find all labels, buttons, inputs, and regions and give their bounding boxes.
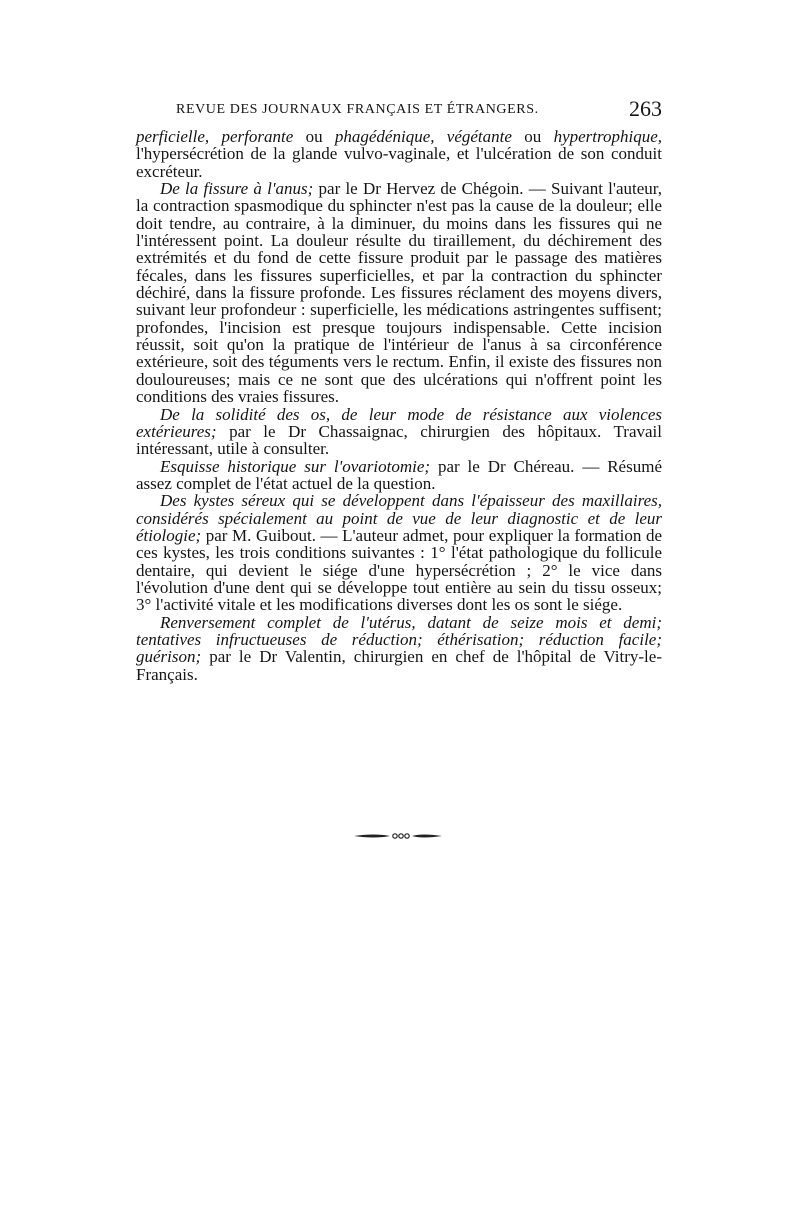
paragraph	[136, 458, 662, 493]
text-run: l'hypersécrétion de la glande vulvo-vaginale, et l'ulcération de son conduit excréteur.	[136, 144, 662, 181]
italic-title: De la fissure à l'anus;	[160, 179, 314, 199]
end-ornament	[352, 831, 444, 841]
paragraph	[136, 406, 662, 458]
paragraph	[136, 128, 662, 180]
italic-title: Esquisse historique sur l'ovariotomie;	[160, 456, 431, 476]
article-body	[136, 128, 662, 683]
running-head: REVUE DES JOURNAUX FRANÇAIS ET ÉTRANGERS.	[176, 102, 539, 117]
text-run: par M. Guibout. — L'auteur admet, pour expliquer la formation de ces kystes, les trois conditions suivantes : 1° l'état pathologique du follicule dentaire, qui devient le siége d'une hypersécrétion ; 2° le vice dans l'évolution d'une dent qui se développe tout entière au sein du tissu osseux; 3° l'activité vitale et les modifications diverses dont les os sont le siége.	[136, 525, 662, 615]
paragraph	[136, 180, 662, 405]
italic-title: De la solidité des os, de leur mode de résistance aux violences extérieures;	[136, 404, 662, 441]
text-run: ou	[293, 127, 335, 146]
italic-title: perficielle, perforante	[136, 127, 294, 146]
page-number: 263	[629, 96, 662, 121]
italic-title: Renversement complet de l'utérus, datant de seize mois et demi; tentatives infructueuses de réduction; éthérisation; réduction facile; guérison;	[136, 612, 662, 667]
text-run: par le Dr Hervez de Chégoin. — Suivant l'auteur, la contraction spasmodique du sphincter n'est pas la cause de la douleur; elle doit tendre, au contraire, à la diminuer, du moins dans les fissures qui ne l'intéressent point. La douleur résulte du tiraillement, du déchirement des extrémités et du fond de cette fissure produit par le passage des matières fécales, dans les fissures superficielles, et par la contraction du sphincter déchiré, dans la fissure profonde. Les fissures réclament des moyens divers, suivant leur profondeur : superficielle, les médications astringentes suffisent; profondes, l'incision est presque toujours indispensable. Cette incision réussit, soit qu'on la pratique de l'intérieur de l'anus à sa circonférence extérieure, soit des téguments vers le rectum. Enfin, il existe des fissures non douloureuses; mais ce ne sont que des ulcérations qui n'offrent point les conditions des vraies fissures.	[136, 179, 662, 407]
text-run: par le Dr Chassaignac, chirurgien des hôpitaux. Travail intéressant, utile à consulter.	[136, 421, 662, 459]
italic-title: Des kystes séreux qui se développent dans l'épaisseur des maxillaires, considérés spécialement au point de vue de leur diagnostic et de leur étiologie;	[136, 491, 662, 545]
paragraph	[136, 614, 662, 683]
italic-title: hypertrophique,	[553, 127, 662, 146]
paragraph	[136, 492, 662, 613]
page-header	[136, 96, 662, 126]
text-run: ou	[511, 127, 554, 146]
text-run: par le Dr Chéreau. — Résumé assez complet de l'état actuel de la question.	[136, 456, 662, 493]
text-run: par le Dr Valentin, chirurgien en chef de l'hôpital de Vitry-le-Français.	[136, 647, 662, 684]
italic-title: phagédénique, végétante	[334, 127, 512, 146]
